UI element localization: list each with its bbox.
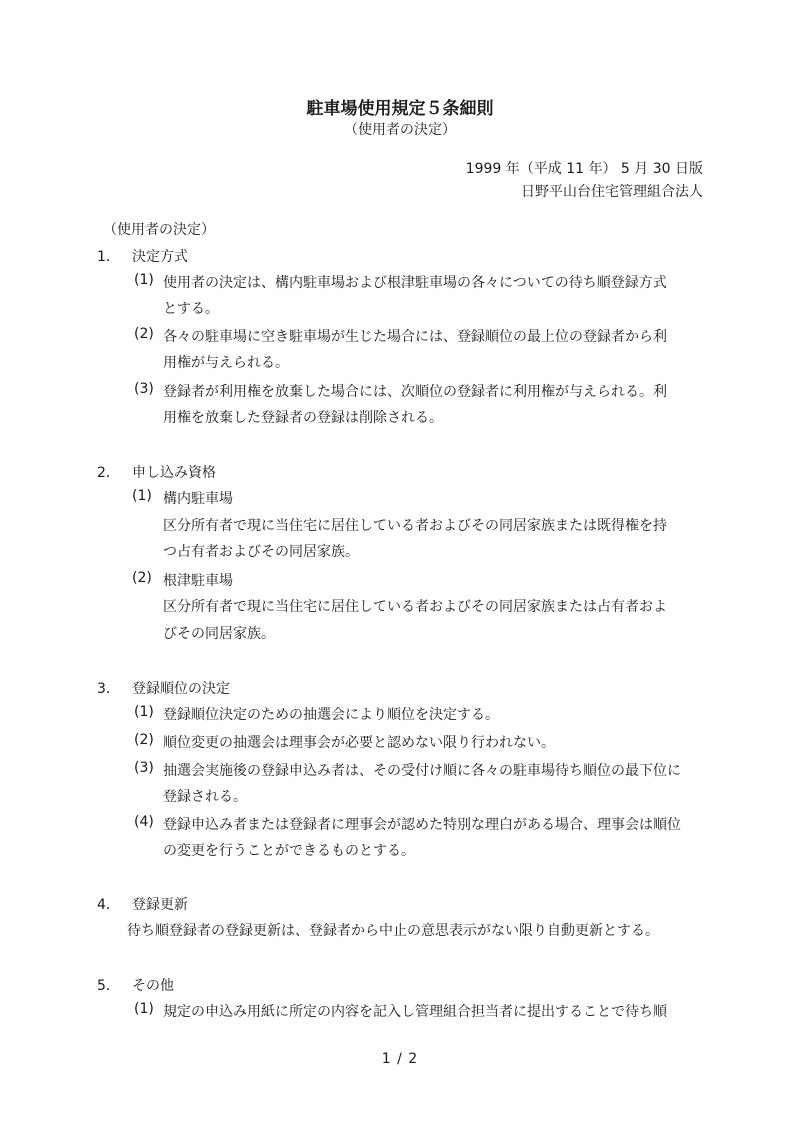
section-number: 4． [97, 897, 120, 913]
item-text: 順位変更の抽選会は理事会が必要と認めない限り行われない。 [163, 735, 555, 751]
item-number: (2) [132, 570, 152, 586]
item-text: 用権を放棄した登録者の登録は削除される。 [163, 410, 443, 426]
item-text: 区分所有者で現に当住宅に居住している者およびその同居家族または既得権を持 [163, 518, 667, 534]
item-label: 根津駐車場 [163, 573, 233, 589]
item-number: (1) [134, 272, 154, 288]
item-number: (3) [134, 381, 154, 397]
section-heading: （使用者の決定） [103, 222, 215, 238]
section-title: 登録順位の決定 [132, 681, 230, 697]
item-text: の変更を行うことができるものとする。 [163, 843, 415, 859]
item-number: (1) [134, 704, 154, 720]
section-title: その他 [132, 978, 174, 994]
section-body: 待ち順登録者の登録更新は、登録者から中止の意思表示がない限り自動更新とする。 [127, 923, 659, 939]
document-title: 駐車場使用規定５条細則 [306, 99, 494, 119]
item-text: 登録者が利用権を放棄した場合には、次順位の登録者に利用権が与えられる。利 [163, 384, 667, 400]
section-title: 申し込み資格 [132, 465, 216, 481]
section-number: 2． [97, 465, 120, 481]
item-number: (2) [134, 732, 154, 748]
item-number: (2) [134, 326, 154, 342]
section-title: 決定方式 [132, 249, 188, 265]
document-subtitle: （使用者の決定） [344, 122, 456, 138]
item-number: (1) [132, 488, 152, 504]
item-text: とする。 [163, 301, 219, 317]
item-text: 使用者の決定は、構内駐車場および根津駐車場の各々についての待ち順登録方式 [163, 275, 667, 291]
item-text: 各々の駐車場に空き駐車場が生じた場合には、登録順位の最上位の登録者から利 [163, 329, 667, 345]
section-number: 5． [97, 978, 120, 994]
item-text: 登録申込み者または登録者に理事会が認めた特別な理白がある場合、理事会は順位 [163, 817, 681, 833]
section-number: 3． [97, 681, 120, 697]
item-number: (4) [134, 814, 154, 830]
item-number: (1) [134, 1001, 154, 1017]
section-title: 登録更新 [132, 897, 188, 913]
document-date: 1999 年（平成 11 年） 5 月 30 日版 [465, 161, 703, 177]
item-text: 規定の申込み用紙に所定の内容を記入し管理組合担当者に提出することで待ち順 [163, 1004, 667, 1020]
page-number: 1 / 2 [381, 1051, 419, 1067]
organization-name: 日野平山台住宅管理組合法人 [521, 184, 703, 200]
item-text: 抽選会実施後の登録申込み者は、その受付け順に各々の駐車場待ち順位の最下位に [163, 763, 681, 779]
item-number: (3) [134, 760, 154, 776]
section-number: 1． [97, 249, 120, 265]
item-text: 区分所有者で現に当住宅に居住している者およびその同居家族または占有者およ [163, 599, 667, 615]
item-text: つ占有者およびその同居家族。 [163, 544, 359, 560]
item-text: 用権が与えられる。 [163, 355, 289, 371]
item-text: 登録順位決定のための抽選会により順位を決定する。 [163, 707, 499, 723]
item-label: 構内駐車場 [163, 491, 233, 507]
item-text: 登録される。 [163, 789, 247, 805]
item-text: びその同居家族。 [163, 626, 275, 642]
